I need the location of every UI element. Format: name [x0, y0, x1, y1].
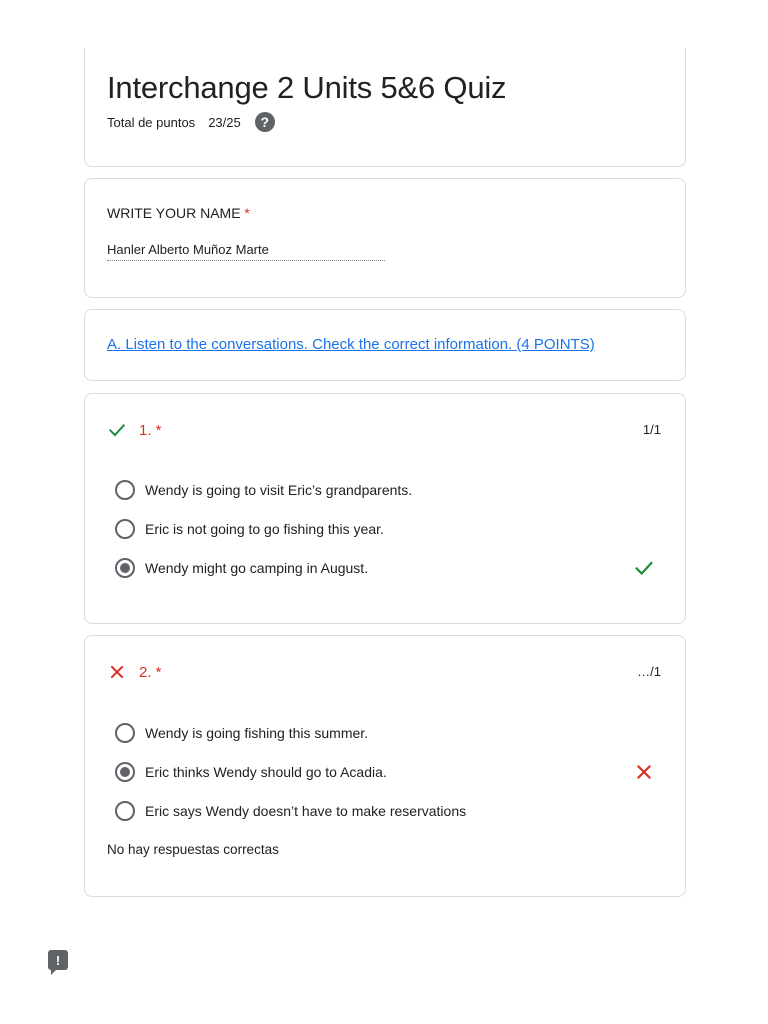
- section-title-link[interactable]: A. Listen to the conversations. Check the correct information. (4 POINTS): [107, 336, 595, 353]
- radio-button[interactable]: [115, 801, 135, 821]
- option-label: Wendy is going fishing this summer.: [145, 725, 369, 741]
- option-label: Eric says Wendy doesn’t have to make reservations: [145, 803, 467, 819]
- answer-option-selected[interactable]: [115, 558, 368, 578]
- answer-option-selected[interactable]: [115, 762, 387, 782]
- required-asterisk: *: [244, 205, 250, 221]
- radio-button-selected[interactable]: [115, 762, 135, 782]
- form-header-card: [84, 48, 686, 167]
- name-answer: Hanler Alberto Muñoz Marte: [107, 242, 385, 261]
- score-value: 23/25: [208, 114, 241, 130]
- radio-button[interactable]: [115, 519, 135, 539]
- answer-option[interactable]: [115, 723, 368, 743]
- question-header: [107, 662, 162, 682]
- question-card-2: [84, 635, 686, 897]
- feedback-text: No hay respuestas correctas: [107, 842, 279, 857]
- help-icon[interactable]: ?: [255, 112, 275, 132]
- x-icon: [107, 662, 127, 682]
- answer-option[interactable]: [115, 480, 412, 500]
- name-question-label: [107, 205, 250, 221]
- name-question-card: [84, 178, 686, 298]
- question-title: 2. *: [139, 663, 162, 681]
- question-header: [107, 420, 162, 440]
- x-icon: [633, 761, 655, 783]
- total-score: [107, 112, 275, 132]
- check-icon: [633, 557, 655, 579]
- option-label: Wendy might go camping in August.: [145, 560, 369, 576]
- form-title: Interchange 2 Units 5&6 Quiz: [107, 70, 507, 105]
- section-card: [84, 309, 686, 381]
- score-label: Total de puntos: [107, 114, 196, 130]
- check-icon: [107, 420, 127, 440]
- radio-button[interactable]: [115, 723, 135, 743]
- answer-option[interactable]: [115, 519, 384, 539]
- name-label-text: WRITE YOUR NAME: [107, 205, 241, 221]
- question-points: …/1: [637, 664, 661, 679]
- radio-button-selected[interactable]: [115, 558, 135, 578]
- report-feedback-icon[interactable]: !: [48, 950, 68, 970]
- radio-button[interactable]: [115, 480, 135, 500]
- question-card-1: [84, 393, 686, 624]
- answer-option[interactable]: [115, 801, 466, 821]
- option-label: Eric thinks Wendy should go to Acadia.: [145, 764, 387, 780]
- option-label: Wendy is going to visit Eric’s grandparents.: [145, 482, 413, 498]
- option-label: Eric is not going to go fishing this year.: [145, 521, 384, 537]
- question-points: 1/1: [642, 422, 661, 437]
- question-title: 1. *: [139, 421, 162, 439]
